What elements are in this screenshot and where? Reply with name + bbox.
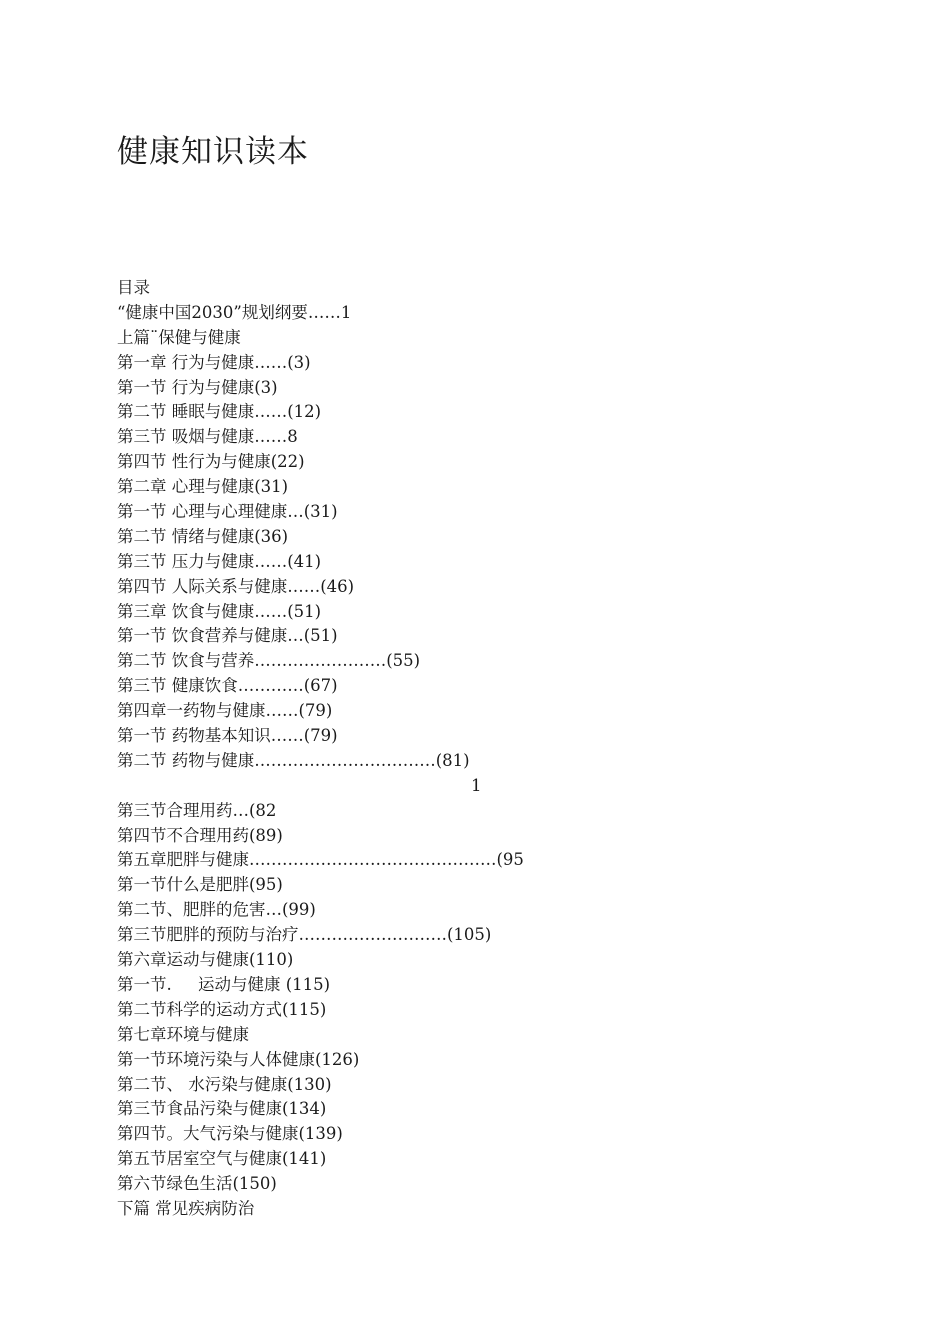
- toc-entry: 第二节 药物与健康……………………………(81): [117, 750, 470, 770]
- toc-entry: 第二节 睡眠与健康……(12): [117, 402, 322, 422]
- toc-entry: 第三章 饮食与健康……(51): [117, 601, 322, 621]
- toc-entry: 第三节 压力与健康……(41): [117, 551, 322, 571]
- toc-entry: 第四章一药物与健康……(79): [117, 701, 333, 721]
- toc-entry: 第二节 情绪与健康(36): [117, 526, 289, 546]
- toc-entry: 第七章环境与健康: [117, 1024, 249, 1044]
- toc-entry: 第四节 性行为与健康(22): [117, 452, 305, 472]
- toc-entry: 第三节肥胖的预防与治疗………………………(105): [117, 925, 492, 945]
- toc-entry: 上篇¨保健与健康: [117, 327, 241, 347]
- toc-entry: 下篇 常见疾病防治: [117, 1198, 255, 1218]
- toc-entry: 第六章运动与健康(110): [117, 950, 294, 970]
- page-number: 1: [471, 775, 482, 795]
- toc-entry: 第二节 饮食与营养……………………(55): [117, 651, 421, 671]
- toc-entry: 第一节什么是肥胖(95): [117, 875, 283, 895]
- toc-entry: 第四节不合理用药(89): [117, 825, 283, 845]
- toc-entry: 第二章 心理与健康(31): [117, 477, 289, 497]
- toc-entry: 第一节 饮食营养与健康…(51): [117, 626, 338, 646]
- toc-entry: 第一节环境污染与人体健康(126): [117, 1049, 360, 1069]
- toc-entry: 第四节 人际关系与健康……(46): [117, 576, 355, 596]
- toc-entry: 第一章 行为与健康……(3): [117, 352, 311, 372]
- toc-entry: 第三节 健康饮食…………(67): [117, 676, 338, 696]
- toc-entry: 第三节食品污染与健康(134): [117, 1099, 327, 1119]
- toc-entry: 第一节 药物基本知识……(79): [117, 726, 338, 746]
- table-of-contents: [117, 276, 877, 1222]
- toc-entry: 第四节。大气污染与健康(139): [117, 1124, 343, 1144]
- toc-entry: 第一节 行为与健康(3): [117, 377, 278, 397]
- toc-entry: 第二节科学的运动方式(115): [117, 999, 327, 1019]
- toc-entry: 第三节 吸烟与健康……8: [117, 427, 298, 447]
- toc-entry: 第二节、 水污染与健康(130): [117, 1074, 332, 1094]
- toc-heading: 目录: [117, 278, 150, 297]
- toc-entry: “健康中国2030”规划纲要……1: [117, 302, 352, 322]
- toc-entry: 第五章肥胖与健康………………………………………(95: [117, 850, 524, 870]
- toc-entry: 第五节居室空气与健康(141): [117, 1149, 327, 1169]
- toc-entry: 第六节绿色生活(150): [117, 1174, 277, 1194]
- document-title: 健康知识读本: [117, 134, 309, 170]
- toc-entry: 第一节. 运动与健康 (115): [117, 974, 331, 994]
- toc-entry: 第二节、肥胖的危害…(99): [117, 900, 316, 920]
- toc-entry: 第一节 心理与心理健康…(31): [117, 502, 338, 522]
- toc-entry: 第三节合理用药…(82: [117, 800, 277, 820]
